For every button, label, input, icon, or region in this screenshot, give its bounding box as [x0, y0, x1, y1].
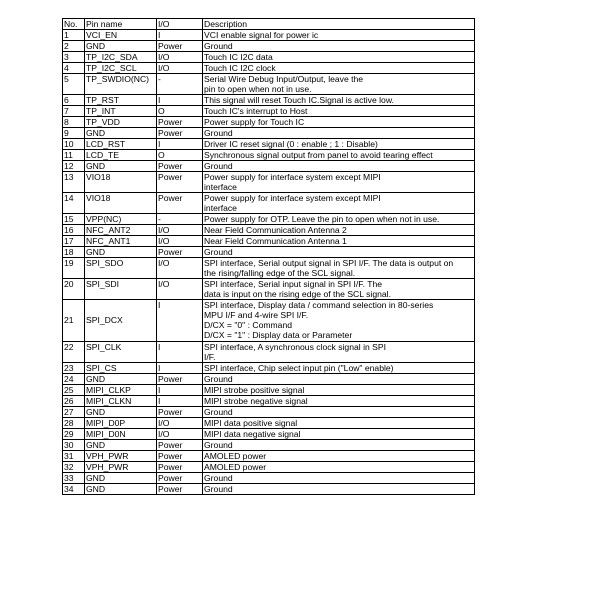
table-row — [63, 128, 475, 139]
table-row — [63, 450, 475, 461]
pin-description-cell: AMOLED power — [203, 450, 475, 461]
pin-description-cell: This signal will reset Touch IC.Signal is active low. — [203, 95, 475, 106]
table-row — [63, 483, 475, 494]
header-io: I/O — [157, 19, 203, 30]
pin-name-cell: TP_INT — [85, 106, 157, 117]
table-row — [63, 106, 475, 117]
pin-name-cell: SPI_CLK — [85, 341, 157, 362]
table-row — [63, 247, 475, 258]
table-row — [63, 258, 475, 279]
table-row — [63, 373, 475, 384]
pin-description-cell: Serial Wire Debug Input/Output, leave the pin to open when not in use. — [203, 74, 475, 95]
pin-name-cell: VPH_PWR — [85, 450, 157, 461]
header-pin-name: Pin name — [85, 19, 157, 30]
pin-description-cell: Power supply for interface system except MIPI interface — [203, 193, 475, 214]
pin-io-cell: I — [157, 300, 203, 342]
pin-description-cell: Ground — [203, 472, 475, 483]
pin-io-cell: Power — [157, 472, 203, 483]
pin-name-cell: SPI_DCX — [85, 300, 157, 342]
pin-name-cell: LCD_RST — [85, 139, 157, 150]
pin-io-cell: I/O — [157, 236, 203, 247]
pin-io-cell: I — [157, 395, 203, 406]
pin-name-cell: NFC_ANT2 — [85, 225, 157, 236]
pin-description-cell: Ground — [203, 483, 475, 494]
pin-number-cell: 21 — [63, 300, 85, 342]
pin-description-cell: Power supply for Touch IC — [203, 117, 475, 128]
table-row — [63, 384, 475, 395]
pin-io-cell: Power — [157, 461, 203, 472]
pin-name-cell: VCI_EN — [85, 30, 157, 41]
pin-number-cell: 33 — [63, 472, 85, 483]
pin-name-cell: GND — [85, 128, 157, 139]
pin-io-cell: I/O — [157, 63, 203, 74]
table-row — [63, 461, 475, 472]
table-row — [63, 395, 475, 406]
pin-description-cell: SPI interface, Serial output signal in SPI I/F. The data is output on the rising/falling edge of the SCL signal. — [203, 258, 475, 279]
pin-description-cell: VCI enable signal for power ic — [203, 30, 475, 41]
pin-number-cell: 19 — [63, 258, 85, 279]
pin-name-cell: GND — [85, 373, 157, 384]
pin-io-cell: I — [157, 341, 203, 362]
header-description: Description — [203, 19, 475, 30]
pin-description-cell: AMOLED power — [203, 461, 475, 472]
pin-description-cell: MIPI strobe negative signal — [203, 395, 475, 406]
table-header-row — [63, 19, 475, 30]
table-row — [63, 41, 475, 52]
pin-number-cell: 17 — [63, 236, 85, 247]
pin-io-cell: Power — [157, 193, 203, 214]
pin-number-cell: 29 — [63, 428, 85, 439]
pin-number-cell: 14 — [63, 193, 85, 214]
pin-number-cell: 5 — [63, 74, 85, 95]
pin-description-cell: Ground — [203, 128, 475, 139]
pin-number-cell: 3 — [63, 52, 85, 63]
pin-io-cell: I/O — [157, 258, 203, 279]
pin-io-cell: Power — [157, 450, 203, 461]
pin-description-cell: Ground — [203, 439, 475, 450]
pin-description-cell: Touch IC I2C data — [203, 52, 475, 63]
pin-number-cell: 9 — [63, 128, 85, 139]
pin-io-cell: - — [157, 74, 203, 95]
pin-io-cell: I/O — [157, 52, 203, 63]
table-row — [63, 161, 475, 172]
pin-description-cell: Near Field Communication Antenna 1 — [203, 236, 475, 247]
pin-io-cell: I/O — [157, 428, 203, 439]
pin-description-cell: Near Field Communication Antenna 2 — [203, 225, 475, 236]
pin-number-cell: 10 — [63, 139, 85, 150]
pin-name-cell: TP_VDD — [85, 117, 157, 128]
pin-number-cell: 26 — [63, 395, 85, 406]
pin-number-cell: 22 — [63, 341, 85, 362]
pin-description-cell: SPI interface, Serial input signal in SPI I/F. The data is input on the rising edge of the SCL signal. — [203, 279, 475, 300]
pin-io-cell: I — [157, 384, 203, 395]
pin-name-cell: TP_I2C_SCL — [85, 63, 157, 74]
pin-description-cell: MIPI data negative signal — [203, 428, 475, 439]
pin-io-cell: I/O — [157, 417, 203, 428]
table-row — [63, 472, 475, 483]
pin-name-cell: TP_RST — [85, 95, 157, 106]
table-row — [63, 193, 475, 214]
pin-io-cell: I — [157, 139, 203, 150]
pin-name-cell: GND — [85, 247, 157, 258]
pin-description-cell: Touch IC's interrupt to Host — [203, 106, 475, 117]
pin-number-cell: 25 — [63, 384, 85, 395]
pin-description-cell: Ground — [203, 373, 475, 384]
pin-number-cell: 28 — [63, 417, 85, 428]
pin-number-cell: 8 — [63, 117, 85, 128]
table-row — [63, 150, 475, 161]
pin-name-cell: GND — [85, 472, 157, 483]
pin-description-cell: Ground — [203, 406, 475, 417]
header-no: No. — [63, 19, 85, 30]
table-row — [63, 172, 475, 193]
pin-number-cell: 13 — [63, 172, 85, 193]
pin-name-cell: MIPI_CLKN — [85, 395, 157, 406]
pin-name-cell: TP_SWDIO(NC) — [85, 74, 157, 95]
pin-name-cell: SPI_CS — [85, 362, 157, 373]
pin-io-cell: Power — [157, 439, 203, 450]
pin-io-cell: Power — [157, 247, 203, 258]
pin-io-cell: - — [157, 214, 203, 225]
pin-description-cell: Driver IC reset signal (0 : enable ; 1 : Disable) — [203, 139, 475, 150]
pin-name-cell: TP_I2C_SDA — [85, 52, 157, 63]
pin-name-cell: VIO18 — [85, 172, 157, 193]
pin-name-cell: VPH_PWR — [85, 461, 157, 472]
pin-io-cell: I — [157, 95, 203, 106]
pin-name-cell: SPI_SDI — [85, 279, 157, 300]
table-row — [63, 117, 475, 128]
pin-name-cell: GND — [85, 406, 157, 417]
pin-name-cell: GND — [85, 483, 157, 494]
pin-description-cell: MIPI data positive signal — [203, 417, 475, 428]
pin-number-cell: 2 — [63, 41, 85, 52]
pin-io-cell: O — [157, 150, 203, 161]
pin-name-cell: VIO18 — [85, 193, 157, 214]
pin-io-cell: Power — [157, 161, 203, 172]
pin-number-cell: 1 — [63, 30, 85, 41]
pin-number-cell: 11 — [63, 150, 85, 161]
pin-description-cell: Touch IC I2C clock — [203, 63, 475, 74]
pin-name-cell: SPI_SDO — [85, 258, 157, 279]
pin-io-cell: Power — [157, 172, 203, 193]
pin-description-cell: SPI interface, A synchronous clock signal in SPI I/F. — [203, 341, 475, 362]
pin-number-cell: 23 — [63, 362, 85, 373]
table-row — [63, 279, 475, 300]
pin-number-cell: 32 — [63, 461, 85, 472]
pin-io-cell: I — [157, 30, 203, 41]
pin-description-cell: Power supply for OTP. Leave the pin to open when not in use. — [203, 214, 475, 225]
pin-io-cell: Power — [157, 128, 203, 139]
table-row — [63, 236, 475, 247]
table-row — [63, 362, 475, 373]
pin-description-cell: SPI interface, Chip select input pin ("Low" enable) — [203, 362, 475, 373]
pin-number-cell: 27 — [63, 406, 85, 417]
pin-io-cell: I/O — [157, 225, 203, 236]
pin-name-cell: MIPI_CLKP — [85, 384, 157, 395]
pin-number-cell: 34 — [63, 483, 85, 494]
pin-description-cell: Ground — [203, 41, 475, 52]
pin-number-cell: 12 — [63, 161, 85, 172]
table-row — [63, 214, 475, 225]
pin-name-cell: MIPI_D0P — [85, 417, 157, 428]
pin-description-cell: SPI interface, Display data / command selection in 80-series MPU I/F and 4-wire SPI I/F. D/CX = "0" : Command D/CX = "1" : Display data or Parameter — [203, 300, 475, 342]
table-body — [63, 30, 475, 495]
pin-number-cell: 4 — [63, 63, 85, 74]
table-row — [63, 300, 475, 342]
pin-description-cell: MIPI strobe positive signal — [203, 384, 475, 395]
pin-number-cell: 24 — [63, 373, 85, 384]
pin-description-cell: Synchronous signal output from panel to avoid tearing effect — [203, 150, 475, 161]
pin-io-cell: Power — [157, 406, 203, 417]
pin-name-cell: GND — [85, 41, 157, 52]
table-row — [63, 63, 475, 74]
pin-io-cell: O — [157, 106, 203, 117]
table-row — [63, 225, 475, 236]
table-row — [63, 439, 475, 450]
pin-io-cell: Power — [157, 41, 203, 52]
table-row — [63, 95, 475, 106]
pin-name-cell: NFC_ANT1 — [85, 236, 157, 247]
pin-description-cell: Ground — [203, 247, 475, 258]
pin-number-cell: 18 — [63, 247, 85, 258]
pin-number-cell: 6 — [63, 95, 85, 106]
table-row — [63, 139, 475, 150]
pin-name-cell: VPP(NC) — [85, 214, 157, 225]
table-row — [63, 341, 475, 362]
pin-name-cell: LCD_TE — [85, 150, 157, 161]
pin-number-cell: 31 — [63, 450, 85, 461]
pin-definition-table — [62, 18, 475, 495]
pin-number-cell: 16 — [63, 225, 85, 236]
pin-description-cell: Power supply for interface system except MIPI interface — [203, 172, 475, 193]
table-row — [63, 30, 475, 41]
pin-name-cell: GND — [85, 161, 157, 172]
pin-description-cell: Ground — [203, 161, 475, 172]
pin-io-cell: Power — [157, 117, 203, 128]
table-row — [63, 52, 475, 63]
table-row — [63, 428, 475, 439]
pin-io-cell: I — [157, 362, 203, 373]
pin-io-cell: I/O — [157, 279, 203, 300]
pin-number-cell: 7 — [63, 106, 85, 117]
table-row — [63, 417, 475, 428]
pin-io-cell: Power — [157, 483, 203, 494]
table-row — [63, 406, 475, 417]
pin-number-cell: 30 — [63, 439, 85, 450]
pin-number-cell: 15 — [63, 214, 85, 225]
table-row — [63, 74, 475, 95]
pin-number-cell: 20 — [63, 279, 85, 300]
pin-name-cell: GND — [85, 439, 157, 450]
pin-name-cell: MIPI_D0N — [85, 428, 157, 439]
pin-io-cell: Power — [157, 373, 203, 384]
